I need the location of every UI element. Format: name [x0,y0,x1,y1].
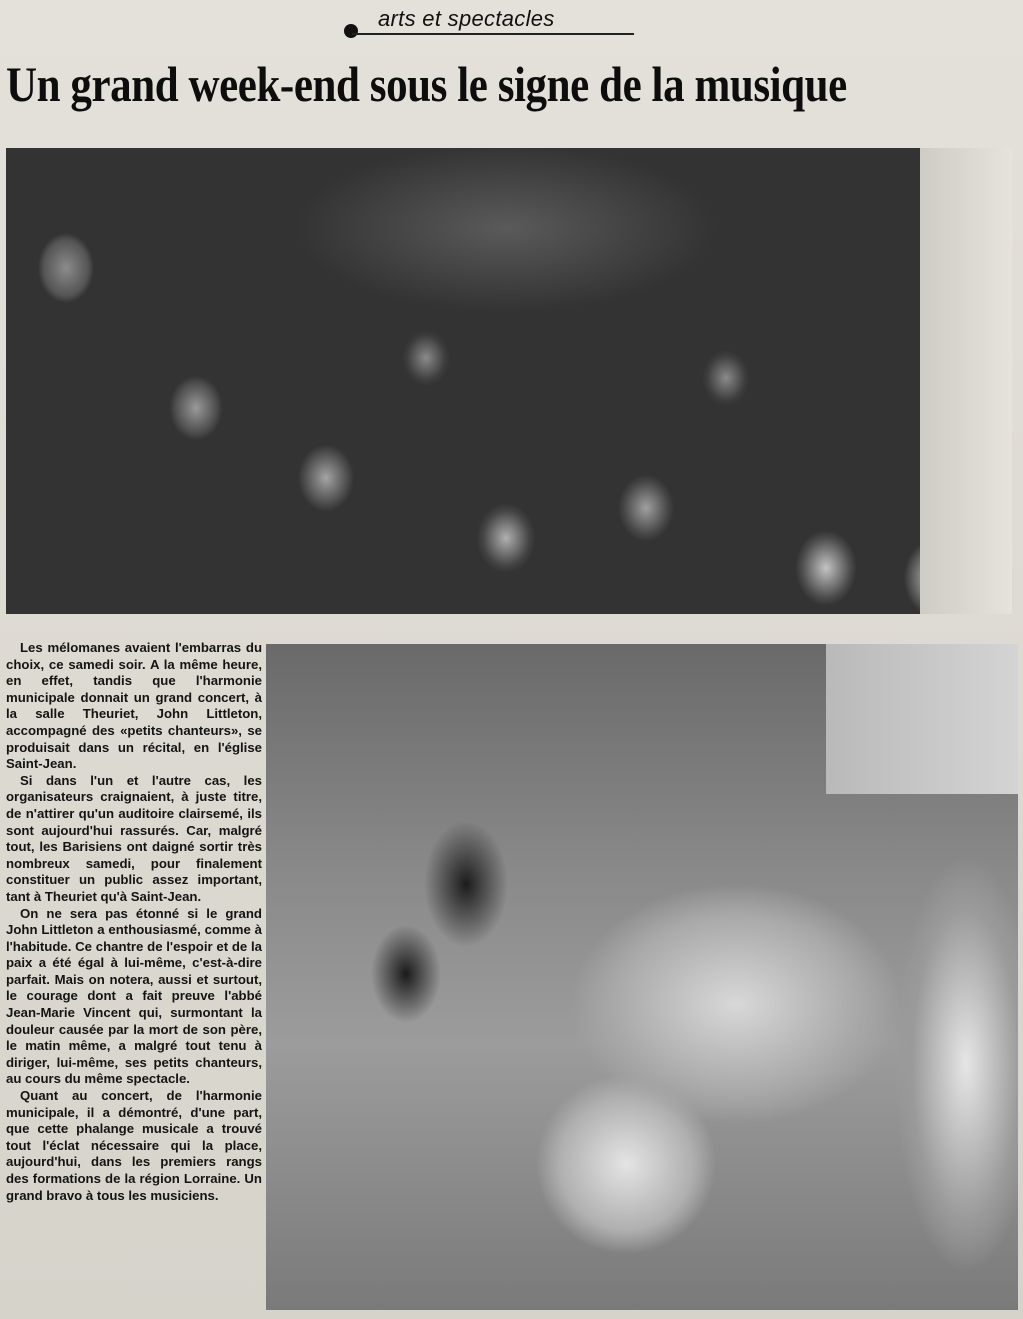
article-paragraph: Les mélomanes avaient l'embarras du choix, ce samedi soir. A la même heure, en effet, tandis que l'harmonie municipale donnait un grand concert, à la salle Theuriet, John Littleton, accompagné des «petits chanteurs», se produisait dans un récital, en l'église Saint-Jean. [6,640,262,772]
section-rubric [342,6,642,36]
article-body [6,640,262,1204]
audience-photo [6,148,1012,614]
article-headline: Un grand week-end sous le signe de la musique [6,56,847,112]
bullet-icon [344,24,358,38]
photo-background-wall [826,644,1018,794]
article-paragraph: On ne sera pas étonné si le grand John Littleton a enthousiasmé, comme à l'habitude. Ce chantre de l'espoir et de la paix a été égal à lui-même, c'est-à-dire parfait. Mais on notera, aussi et surtout, le courage dont a fait preuve l'abbé Jean-Marie Vincent qui, surmontant la douleur causée par la mort de son père, le matin même, a malgré tout tenu à diriger, lui-même, ses petits chanteurs, au cours du même spectacle. [6,905,262,1087]
article-paragraph: Si dans l'un et l'autre cas, les organisateurs craignaient, à juste titre, de n'attirer qu'un auditoire clairsemé, ils sont aujourd'hui rassurés. Car, malgré tout, les Barisiens ont daigné sortir très nombreux samedi, pour finalement constituer un public assez important, tant à Theuriet qu'à Saint-Jean. [6,772,262,904]
rubric-underline [352,33,634,35]
adjacent-column-bleed [920,148,1012,614]
choir-photo [266,644,1018,1310]
section-label: arts et spectacles [378,6,555,31]
article-paragraph: Quant au concert, de l'harmonie municipale, il a démontré, d'une part, que cette phalange musicale a trouvé tout l'éclat nécessaire qui la place, aujourd'hui, dans les premiers rangs des formations de la région Lorraine. Un grand bravo à tous les musiciens. [6,1088,262,1203]
